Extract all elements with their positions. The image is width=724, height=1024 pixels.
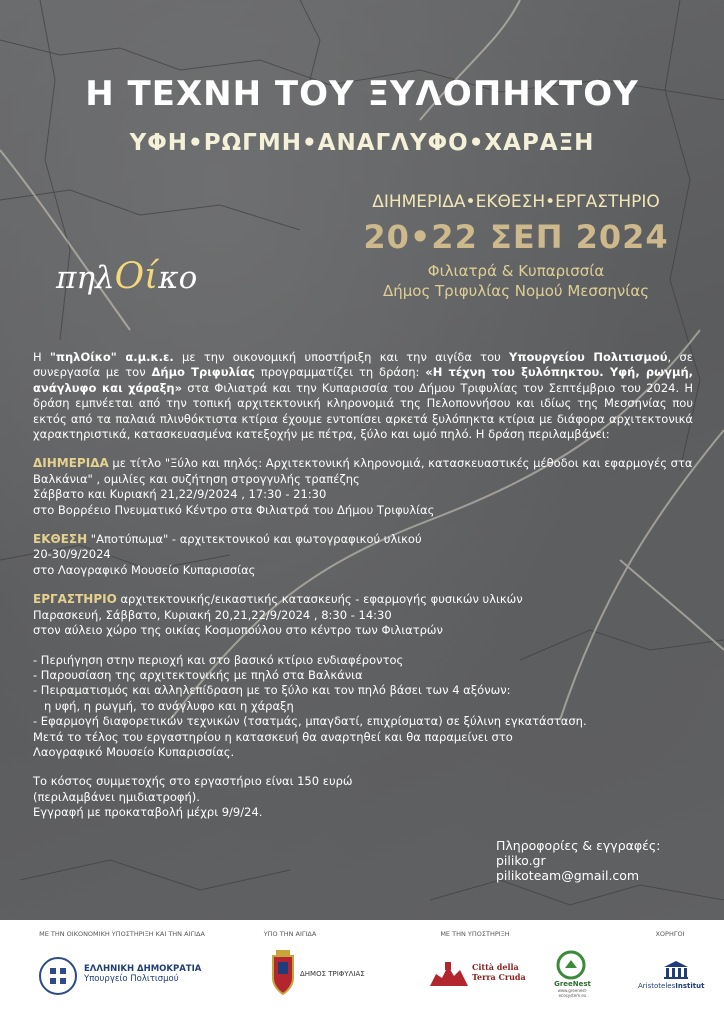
terra-cruda-text: Città della Terra Cruda [472, 962, 526, 982]
location-line-2: Δήμος Τριφυλίας Νομού Μεσσηνίας [382, 282, 650, 300]
crest-icon [270, 950, 296, 996]
bullet-item: - Περιήγηση στην περιοχή και στο βασικό κτίριο ενδιαφέροντος [33, 652, 404, 667]
greek-republic-logo [38, 956, 78, 1000]
event-dates: 20•22 ΣΕΠ 2024 [363, 218, 669, 256]
greek-republic-text: ΕΛΛΗΝΙΚΗ ΔΗΜΟΚΡΑΤΙΑ Υπουργείο Πολιτισμού [84, 964, 202, 984]
temple-icon [662, 960, 690, 980]
aristoteles-text: AristotelesInstitut [638, 982, 705, 990]
greek-emblem-icon [38, 956, 78, 996]
footer-label-support: ΜΕ ΤΗΝ ΟΙΚΟΝΟΜΙΚΗ ΥΠΟΣΤΗΡΙΞΗ ΚΑΙ ΤΗΝ ΑΙΓΙΔΑ [39, 930, 205, 938]
footer-label-auspices: ΥΠΟ ΤΗΝ ΑΙΓΙΔΑ [263, 930, 317, 938]
event-info-block [316, 192, 716, 302]
sponsors-footer [0, 920, 724, 1024]
info-block [496, 838, 660, 883]
email-link[interactable]: pilikoteam@gmail.com [496, 868, 640, 883]
bullet-item: η υφή, η ρωγμή, το ανάγλυφο και η χάραξη [33, 698, 294, 713]
bullet-item: - Εφαρμογή διαφορετικών τεχνικών (τσατμάς, μπαγδατί, επιχρίσματα) σε ξύλινη εγκατάσταση. [33, 714, 587, 729]
greenest-logo [556, 950, 586, 984]
greenest-icon [556, 950, 586, 980]
ergastirio-label: ΕΡΓΑΣΤΗΡΙΟ [33, 592, 117, 607]
ergastirio-section: ΕΡΓΑΣΤΗΡΙΟ αρχιτεκτονικής/εικαστικής κατασκευής - εφαρμογής φυσικών υλικών Παρασκευή, Σάββατο, Κυριακή 20,21,22/9/2024 , 8:30 - 14:30 στον αύλειο χώρο της οικίας Κοσμοπούλου στο κέντρο των Φιλιατρών [33, 592, 523, 638]
after-workshop-text: Μετά το τέλος του εργαστηρίου η κατασκευή θα αναρτηθεί και θα παραμείνει στο Λαογραφικό Μουσείο Κυπαρισσίας. [33, 729, 513, 759]
footer-label-sponsors: ΧΟΡΗΓΟΙ [655, 930, 685, 938]
greenest-text: GreeNest www.greenest-ecosystem.eu [554, 980, 591, 998]
intro-paragraph: Η "πηλΟίκο" α.μ.κ.ε. με την οικονομική υποστήριξη και την αιγίδα του Υπουργείου Πολιτισμού, σε συνεργασία με τον Δήμο Τριφυλίας προγραμματίζει τη δράση: «Η τέχνη του ξυλόπηκτου. Υφή, ρωγμή, ανάγλυφο και χάραξη» στα Φιλιατρά και την Κυπαρισσία του Δήμου Τριφυλίας τον Σεπτέμβριο του 2024. Η δράση εμπνέεται από την τοπική αρχιτεκτονική κληρονομιά της Πελοποννήσου και ιδίως της Μεσσηνίας που εκτός από τα παλαιά πλινθόκτιστα κτίρια έχουμε εντοπίσει αρκετά ξυλόπηκτα κτίρια με διάφορα αρχιτεκτονικά χαρακτηριστικά, κατασκευασμένα κατεξοχήν με πέτρα, ξύλο και ωμό πηλό. Η δράση περιλαμβάνει: [33, 350, 694, 442]
bullet-item: - Παρουσίαση της αρχιτεκτονικής με πηλό στα Βαλκάνια [33, 667, 363, 682]
poster-subtitle: ΥΦΗ•ΡΩΓΜΗ•ΑΝΑΓΛΥΦΟ•ΧΑΡΑΞΗ [129, 130, 595, 156]
event-type: ΔΙΗΜΕΡΙΔΑ•ΕΚΘΕΣΗ•ΕΡΓΑΣΤΗΡΙΟ [372, 192, 660, 212]
terra-cruda-icon [428, 958, 472, 988]
location-line-1: Φιλιατρά & Κυπαρισσία [427, 262, 605, 280]
pilioiko-logo: πηλΟίκο [56, 256, 198, 297]
terra-cruda-logo [428, 958, 472, 992]
workshop-bullet-list [33, 653, 693, 730]
body-text [33, 350, 693, 821]
poster-title: Η ΤΕΧΝΗ ΤΟΥ ΞΥΛΟΠΗΚΤΟΥ [85, 74, 639, 114]
dimeroida-section: ΔΙΗΜΕΡΙΔΑ με τίτλο "Ξύλο και πηλός: Αρχιτεκτονική κληρονομιά, κατασκευαστικές μέθοδοι και εφαρμογές στα Βαλκάνια" , ομιλίες και συζήτηση στρογγυλής τραπέζης Σάββατο και Κυριακή 21,22/9/2024 , 17:30 - 21:30 στο Βορρέειο Πνευματικό Κέντρο στα Φιλιατρά του Δήμου Τριφυλίας [33, 456, 693, 517]
ekthesi-label: ΕΚΘΕΣΗ [33, 532, 88, 547]
info-label: Πληροφορίες & εγγραφές: [496, 838, 661, 853]
cost-block: Το κόστος συμμετοχής στο εργαστήριο είναι 150 ευρώ (περιλαμβάνει ημιδιατροφή). Εγγραφή με προκαταβολή μέχρι 9/9/24. [33, 774, 353, 820]
trifylia-crest [270, 950, 296, 1000]
footer-label-support-2: ΜΕ ΤΗΝ ΥΠΟΣΤΗΡΙΞΗ [440, 930, 510, 938]
website-link[interactable]: piliko.gr [496, 853, 546, 868]
dimeroida-label: ΔΙΗΜΕΡΙΔΑ [33, 456, 109, 471]
bullet-item: - Πειραματισμός και αλληλεπίδραση με το ξύλο και τον πηλό βάσει των 4 αξόνων: [33, 683, 511, 698]
trifylia-text: ΔΗΜΟΣ ΤΡΙΦΥΛΙΑΣ [300, 970, 365, 978]
ekthesi-section: ΕΚΘΕΣΗ "Αποτύπωμα" - αρχιτεκτονικού και φωτογραφικού υλικού 20-30/9/2024 στο Λαογραφικό Μουσείο Κυπαρισσίας [33, 532, 422, 577]
aristoteles-logo [662, 960, 690, 984]
